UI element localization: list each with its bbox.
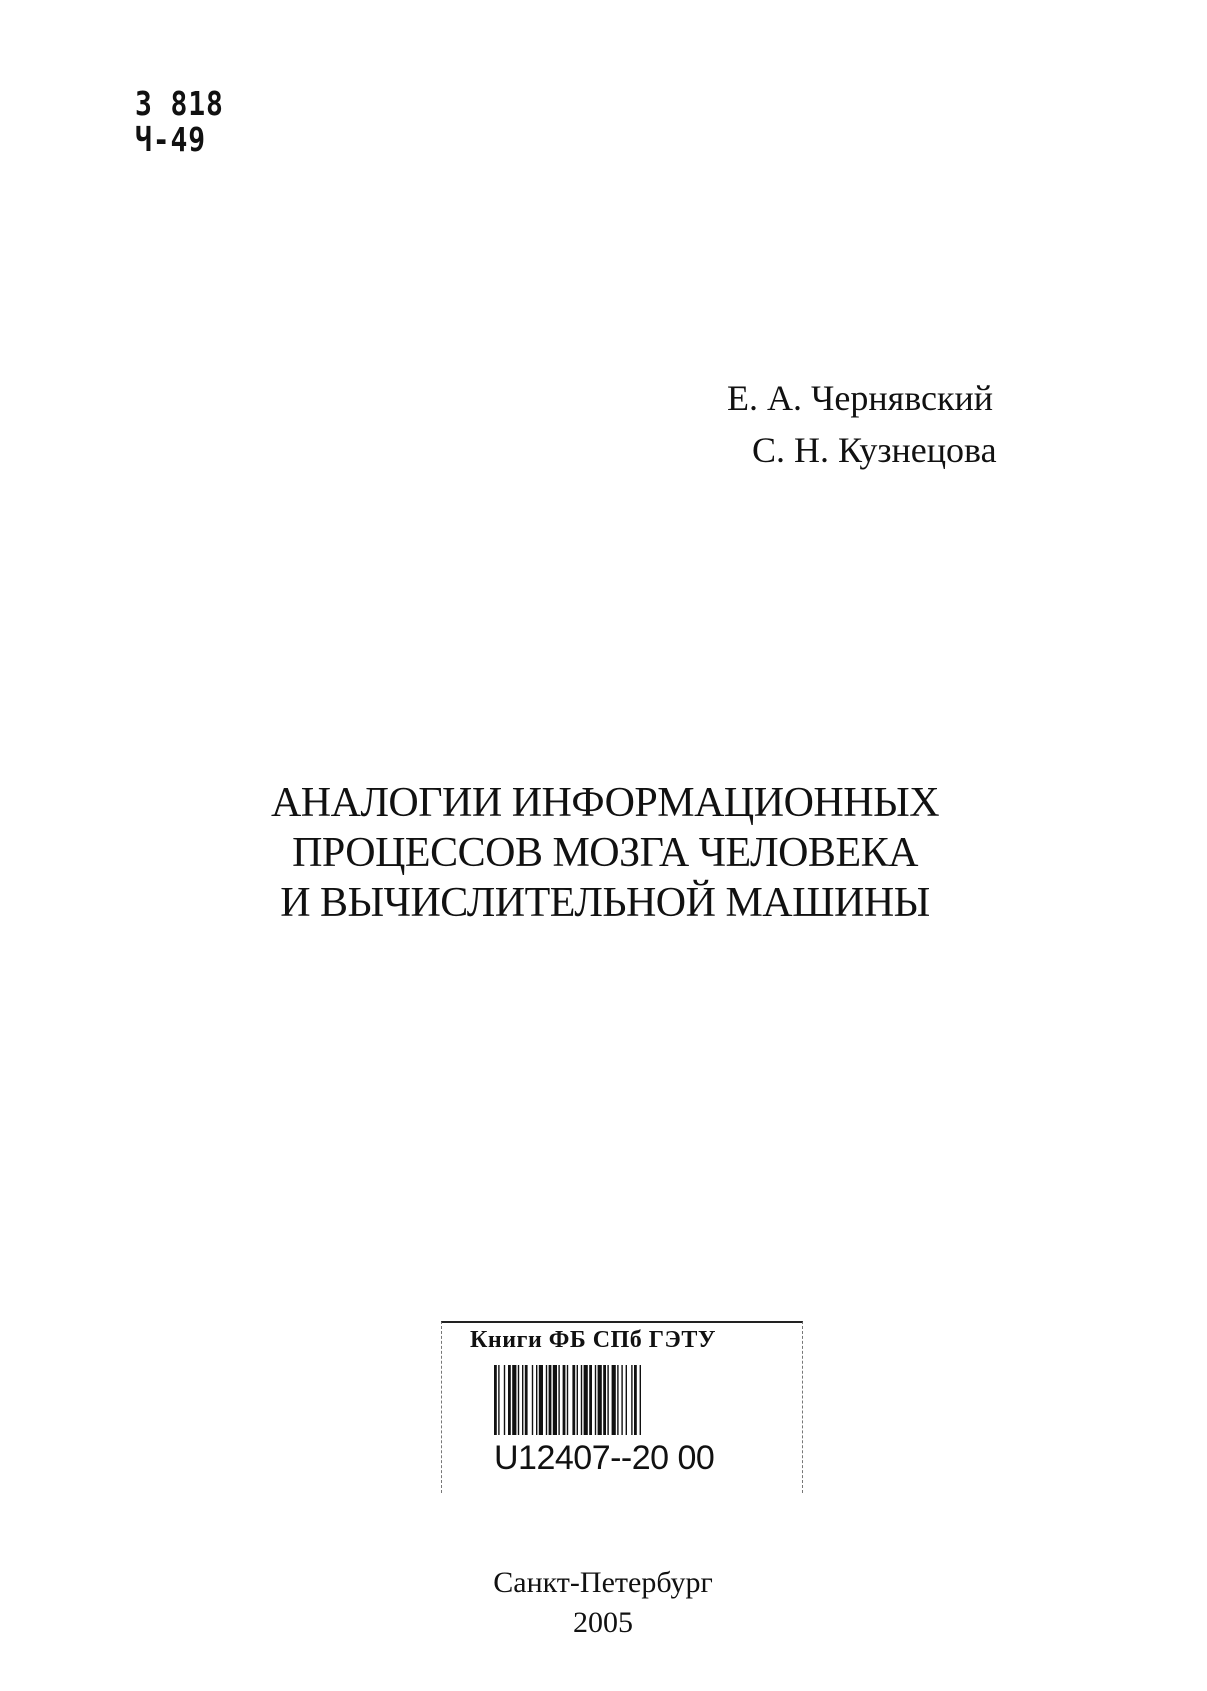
shelf-mark-line-1: 3 818 <box>135 84 224 123</box>
barcode-bar <box>539 1365 543 1435</box>
barcode-bar <box>558 1365 559 1435</box>
barcode-bar <box>626 1365 627 1435</box>
barcode-bar <box>581 1365 582 1435</box>
barcode-bar <box>584 1365 588 1435</box>
barcode-bar <box>634 1365 637 1435</box>
barcode-bar <box>494 1365 497 1435</box>
book-title-line-2: ПРОЦЕССОВ МОЗГА ЧЕЛОВЕКА <box>292 830 918 876</box>
book-title <box>130 778 1080 928</box>
author-2: С. Н. Кузнецова <box>752 430 997 470</box>
barcode-bar <box>546 1365 547 1435</box>
book-title-line-3: И ВЫЧИСЛИТЕЛЬНОЙ МАШИНЫ <box>280 880 930 926</box>
barcode-bar <box>621 1365 622 1435</box>
barcode-bar <box>525 1365 528 1435</box>
barcode-bar <box>536 1365 537 1435</box>
barcode-bar <box>532 1365 533 1435</box>
imprint <box>403 1563 803 1643</box>
barcode-bar <box>498 1365 499 1435</box>
book-title-line-1: АНАЛОГИИ ИНФОРМАЦИОННЫХ <box>270 780 940 826</box>
barcode-bar <box>522 1365 523 1435</box>
barcode-number: U12407--20 00 <box>494 1439 715 1477</box>
barcode-bar <box>572 1365 575 1435</box>
barcode-bar <box>617 1365 618 1435</box>
barcode-bar <box>508 1365 511 1435</box>
barcode-bar <box>577 1365 578 1435</box>
library-name: Книги ФБ СПб ГЭТУ <box>470 1327 716 1353</box>
barcode-bar <box>518 1365 519 1435</box>
barcode-bar <box>589 1365 592 1435</box>
publication-city: Санкт-Петербург <box>493 1566 713 1599</box>
barcode-bar <box>553 1365 557 1435</box>
barcode-bar <box>512 1365 516 1435</box>
barcode-bar <box>631 1365 632 1435</box>
barcode-bar <box>612 1365 616 1435</box>
barcode-bar <box>640 1365 641 1435</box>
barcode-bar <box>598 1365 602 1435</box>
barcode-bars <box>492 1365 732 1435</box>
library-barcode-sticker <box>441 1321 803 1493</box>
barcode-bar <box>567 1365 568 1435</box>
shelf-mark-line-2: Ч-49 <box>135 120 206 159</box>
barcode-bar <box>563 1365 566 1435</box>
barcode-bar <box>549 1365 552 1435</box>
barcode-bar <box>603 1365 606 1435</box>
barcode-bar <box>595 1365 596 1435</box>
shelf-mark <box>135 86 224 158</box>
barcode-bar <box>607 1365 608 1435</box>
authors <box>690 372 1050 476</box>
author-1: Е. А. Чернявский <box>727 378 993 418</box>
barcode-bar <box>504 1365 505 1435</box>
publication-year: 2005 <box>573 1606 633 1639</box>
barcode-image <box>492 1365 732 1435</box>
